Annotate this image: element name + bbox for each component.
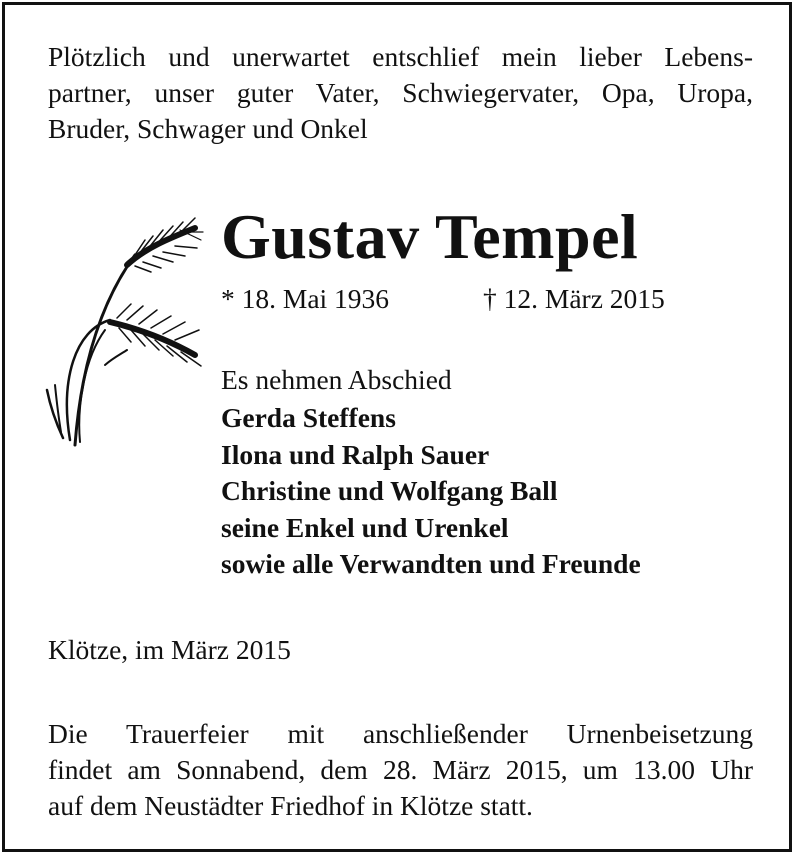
intro-line: Bruder, Schwager und Onkel (48, 113, 368, 144)
mourner-name: Christine und Wolfgang Ball (221, 475, 558, 506)
ceremony-line: Die Trauerfeier mit anschließender Urnenbeisetzung (48, 718, 753, 749)
ceremony-text (48, 716, 753, 824)
wheat-ears-icon (35, 210, 205, 450)
intro-line: partner, unser guter Vater, Schwiegervater, Opa, Uropa, (48, 77, 753, 108)
mourner-name: Ilona und Ralph Sauer (221, 438, 490, 470)
intro-line: Plötzlich und unerwartet entschlief mein lieber Lebens- (48, 41, 753, 72)
obituary-notice (2, 2, 792, 852)
mourners-heading: Es nehmen Abschied (221, 364, 452, 395)
intro-text (48, 39, 753, 147)
mourners-list (221, 400, 641, 583)
ceremony-line: auf dem Neustädter Friedhof in Klötze statt. (48, 790, 533, 821)
mourner-name: Gerda Steffens (221, 402, 396, 433)
birth-date: * 18. Mai 1936 (221, 283, 390, 314)
mourner-name: sowie alle Verwandten und Freunde (221, 548, 641, 579)
death-date: † 12. März 2015 (483, 283, 665, 314)
deceased-name: Gustav Tempel (221, 201, 639, 272)
ceremony-line: findet am Sonnabend, dem 28. März 2015, um 13.00 Uhr (48, 754, 753, 785)
mourners-block (221, 362, 641, 583)
place-date: Klötze, im März 2015 (48, 634, 291, 665)
mourner-name: seine Enkel und Urenkel (221, 511, 509, 543)
